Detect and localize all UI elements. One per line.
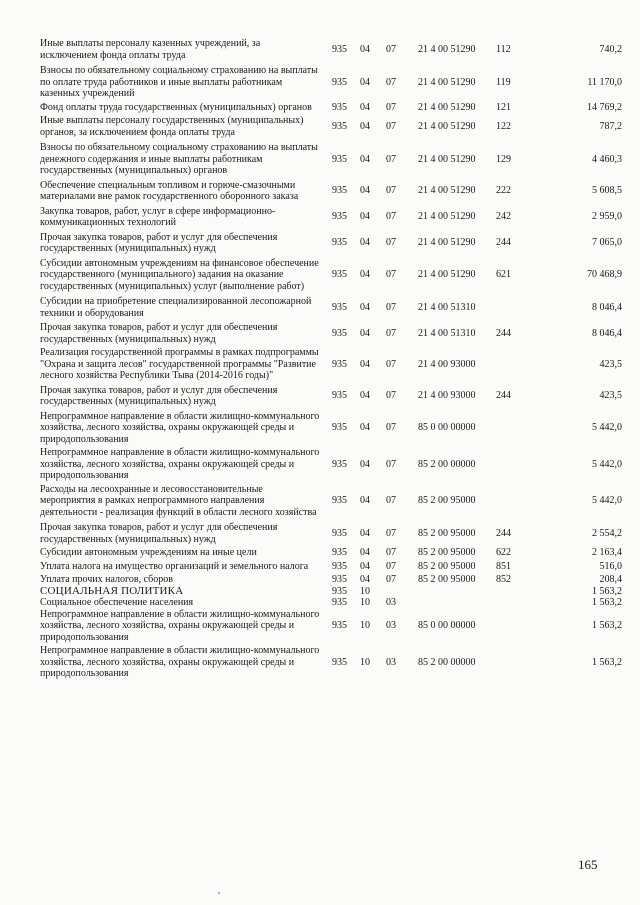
code-target: 21 4 00 93000 [418,390,476,402]
code-ministry: 935 [332,422,347,433]
code-section: 04 [360,185,370,197]
table-row [40,258,622,293]
code-subsection: 07 [386,495,396,506]
code-section: 04 [360,120,370,132]
amount: 70 468,9 [587,269,622,280]
code-subsection: 07 [386,358,396,370]
code-section: 04 [360,458,370,470]
code-subsection: 07 [386,120,396,132]
code-subsection: 07 [386,390,396,402]
code-ministry: 935 [332,120,347,132]
row-description: Взносы по обязательному социальному страхованию на выплаты по оплате труда работников и иные выплаты работникам казенных учреждений [40,65,318,99]
row-description: Закупка товаров, работ, услуг в сфере информационно-коммуникационных технологий [40,205,276,228]
code-ministry: 935 [332,211,347,223]
row-description: Социальное обеспечение населения [40,597,194,608]
code-target: 85 2 00 00000 [418,458,476,470]
row-description: Уплата налога на имущество организаций и земельного налога [40,560,309,572]
row-description: Взносы по обязательному социальному страхованию на выплаты денежного содержания и иные выплаты работникам государственных (муниципальных) органов [40,142,318,176]
code-target: 21 4 00 51290 [418,120,476,132]
code-expense-type: 119 [496,76,511,88]
amount: 7 065,0 [592,237,622,249]
code-subsection: 07 [386,211,396,223]
table-row [40,447,622,482]
amount: 1 563,2 [592,585,622,597]
code-target: 85 2 00 95000 [418,527,476,539]
table-row [40,38,622,61]
code-ministry: 935 [332,327,347,339]
table-row [40,547,622,559]
code-section: 04 [360,422,370,433]
code-expense-type: 222 [496,185,511,197]
code-section: 04 [360,301,370,313]
amount: 208,4 [599,574,622,585]
code-subsection: 07 [386,458,396,470]
row-description: Обеспечение специальным топливом и горюче-смазочными материалами вне рамок государственного оборонного заказа [40,179,299,202]
row-description: Фонд оплаты труда государственных (муниципальных) органов [40,101,312,113]
table-row [40,411,622,446]
code-target: 21 4 00 51290 [418,76,476,88]
budget-table [40,38,622,680]
code-subsection: 07 [386,527,396,539]
code-ministry: 935 [332,585,347,597]
code-subsection: 07 [386,574,396,585]
code-section: 10 [360,656,370,668]
code-target: 21 4 00 93000 [418,358,476,370]
table-row [40,484,622,519]
amount: 1 563,2 [592,597,622,608]
code-ministry: 935 [332,547,347,558]
table-row [40,296,622,319]
amount: 516,0 [599,560,622,572]
code-ministry: 935 [332,574,347,585]
code-expense-type: 244 [496,327,511,339]
code-target: 21 4 00 51310 [418,327,476,339]
code-section: 10 [360,620,370,631]
code-subsection: 07 [386,560,396,572]
row-description: Прочая закупка товаров, работ и услуг для обеспечения государственных (муниципальных) нужд [40,522,278,545]
code-expense-type: 121 [496,101,511,113]
amount: 11 170,0 [587,76,622,88]
code-target: 21 4 00 51290 [418,153,476,165]
amount: 423,5 [599,390,622,402]
table-row [40,385,622,408]
code-ministry: 935 [332,358,347,370]
code-target: 85 0 00 00000 [418,422,476,433]
code-target: 21 4 00 51290 [418,185,476,197]
code-ministry: 935 [332,656,347,668]
amount: 4 460,3 [592,153,622,165]
code-subsection: 07 [386,301,396,313]
amount: 2 554,2 [592,527,622,539]
code-section: 04 [360,237,370,249]
amount: 8 046,4 [592,327,622,339]
code-expense-type: 852 [496,574,511,585]
code-ministry: 935 [332,620,347,631]
code-section: 04 [360,527,370,539]
code-section: 04 [360,153,370,165]
row-description: Реализация государственной программы в рамках подпрограммы "Охрана и защита лесов" государственной программы "Развитие лесного хозяйства Республики Тыва (2014-2016 годы)" [40,347,319,381]
code-expense-type: 242 [496,211,511,223]
code-target: 21 4 00 51290 [418,237,476,249]
code-ministry: 935 [332,495,347,506]
code-section: 04 [360,547,370,558]
row-description: Непрограммное направление в области жилищно-коммунального хозяйства, лесного хозяйства, охраны окружающей среды и природопользования [40,608,320,643]
code-ministry: 935 [332,597,347,608]
code-expense-type: 244 [496,390,511,402]
amount: 5 442,0 [592,495,622,506]
code-target: 85 2 00 00000 [418,656,476,668]
amount: 740,2 [599,43,622,55]
code-subsection: 07 [386,327,396,339]
code-ministry: 935 [332,301,347,313]
code-ministry: 935 [332,153,347,165]
code-subsection: 07 [386,237,396,249]
table-row [40,232,622,255]
code-subsection: 07 [386,547,396,558]
code-section: 04 [360,269,370,280]
code-section: 04 [360,574,370,585]
code-subsection: 03 [386,597,396,608]
code-section: 04 [360,327,370,339]
section-heading-row [40,586,622,598]
table-row [40,65,622,100]
code-subsection: 07 [386,43,396,55]
code-section: 10 [360,597,370,608]
code-ministry: 935 [332,101,347,113]
row-description: Прочая закупка товаров, работ и услуг для обеспечения государственных (муниципальных) нужд [40,322,278,345]
code-subsection: 07 [386,185,396,197]
row-description: Непрограммное направление в области жилищно-коммунального хозяйства, лесного хозяйства, охраны окружающей среды и природопользования [40,447,320,481]
code-subsection: 07 [386,101,396,113]
table-row [40,574,622,586]
code-section: 04 [360,211,370,223]
code-subsection: 07 [386,153,396,165]
section-title: СОЦИАЛЬНАЯ ПОЛИТИКА [40,584,184,597]
table-row [40,142,622,177]
code-target: 85 2 00 95000 [418,574,476,585]
code-subsection: 07 [386,269,396,280]
code-ministry: 935 [332,527,347,539]
code-expense-type: 112 [496,43,511,55]
code-target: 21 4 00 51290 [418,101,476,113]
row-description: Прочая закупка товаров, работ и услуг для обеспечения государственных (муниципальных) нужд [40,384,278,407]
table-row [40,102,622,114]
row-description: Прочая закупка товаров, работ и услуг для обеспечения государственных (муниципальных) нужд [40,231,278,254]
table-row [40,347,622,382]
table-row [40,645,622,680]
code-section: 10 [360,585,370,597]
code-subsection: 03 [386,620,396,631]
amount: 8 046,4 [592,301,622,313]
row-description: Непрограммное направление в области жилищно-коммунального хозяйства, лесного хозяйства, охраны окружающей среды и природопользования [40,410,320,445]
code-expense-type: 244 [496,237,511,249]
code-target: 21 4 00 51290 [418,211,476,223]
amount: 787,2 [599,120,622,132]
code-ministry: 935 [332,237,347,249]
code-section: 04 [360,390,370,402]
amount: 1 563,2 [592,656,622,668]
code-ministry: 935 [332,76,347,88]
code-ministry: 935 [332,458,347,470]
row-description: Субсидии автономным учреждениям на иные цели [40,547,257,558]
code-expense-type: 244 [496,527,511,539]
code-target: 85 2 00 95000 [418,547,476,558]
code-target: 21 4 00 51290 [418,269,476,280]
amount: 14 769,2 [587,101,622,113]
code-section: 04 [360,43,370,55]
amount: 2 959,0 [592,211,622,223]
code-ministry: 935 [332,43,347,55]
table-row [40,522,622,545]
code-target: 21 4 00 51290 [418,43,476,55]
page-number: 165 [578,857,598,872]
code-section: 04 [360,101,370,113]
table-row [40,180,622,203]
table-row [40,561,622,573]
row-description: Расходы на лесоохранные и лесовосстановительные мероприятия в рамках непрограммного направления деятельности - реализация функций в области лесного хозяйства [40,483,317,518]
code-expense-type: 622 [496,547,511,558]
amount: 423,5 [599,358,622,370]
code-ministry: 935 [332,390,347,402]
code-section: 04 [360,560,370,572]
row-description: Уплата прочих налогов, сборов [40,574,173,585]
amount: 5 442,0 [592,422,622,433]
code-target: 85 0 00 00000 [418,620,476,631]
table-row [40,597,622,609]
amount: 5 608,5 [592,185,622,197]
code-ministry: 935 [332,185,347,197]
table-row [40,115,622,138]
scan-speck [218,892,220,894]
code-expense-type: 851 [496,560,511,572]
code-ministry: 935 [332,269,347,280]
code-subsection: 03 [386,656,396,668]
row-description: Субсидии автономным учреждениям на финансовое обеспечение государственного (муниципального) задания на оказание государственных (муниципальных) услуг (выполнение работ) [40,257,319,292]
table-row [40,322,622,345]
amount: 5 442,0 [592,458,622,470]
code-expense-type: 621 [496,269,511,280]
row-description: Иные выплаты персоналу казенных учреждений, за исключением фонда оплаты труда [40,38,261,61]
code-target: 85 2 00 95000 [418,560,476,572]
code-target: 85 2 00 95000 [418,495,476,506]
code-subsection: 07 [386,76,396,88]
code-section: 04 [360,76,370,88]
code-ministry: 935 [332,560,347,572]
row-description: Иные выплаты персоналу государственных (муниципальных) органов, за исключением фонда оплаты труда [40,115,304,138]
code-section: 04 [360,358,370,370]
amount: 1 563,2 [592,620,622,631]
code-section: 04 [360,495,370,506]
code-subsection: 07 [386,422,396,433]
row-description: Непрограммное направление в области жилищно-коммунального хозяйства, лесного хозяйства, охраны окружающей среды и природопользования [40,645,320,679]
table-row [40,609,622,644]
amount: 2 163,4 [592,547,622,558]
code-expense-type: 122 [496,120,511,132]
code-expense-type: 129 [496,153,511,165]
row-description: Субсидии на приобретение специализированной лесопожарной техники и оборудования [40,296,312,319]
code-target: 21 4 00 51310 [418,301,476,313]
table-row [40,206,622,229]
